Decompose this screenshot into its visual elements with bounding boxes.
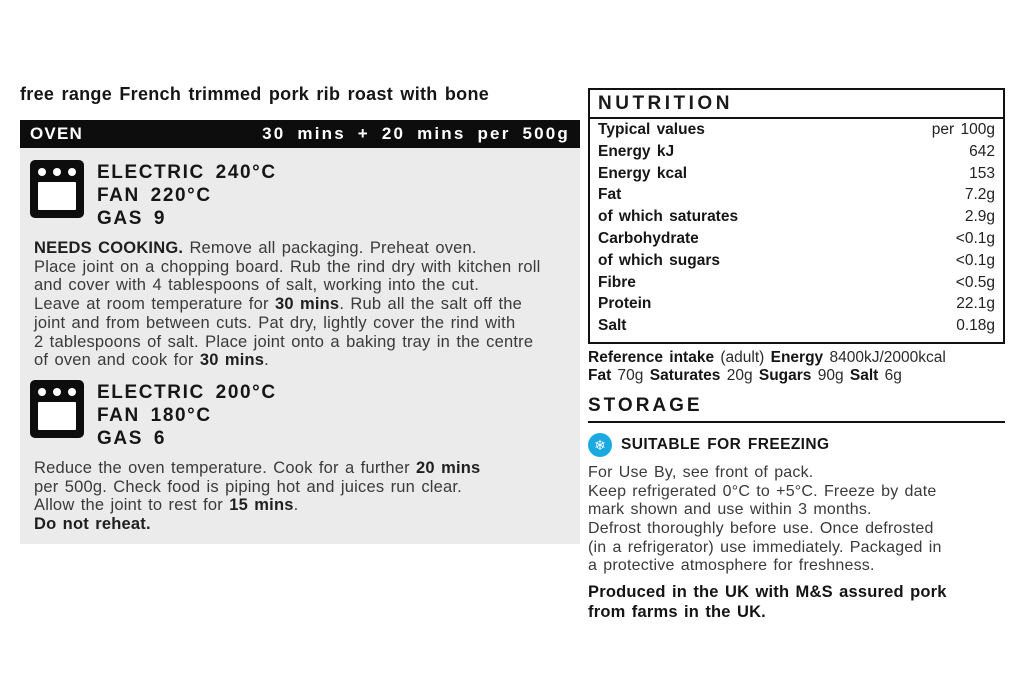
nutrition-title: NUTRITION bbox=[590, 90, 1003, 119]
nutrition-row-label: Typical values bbox=[598, 121, 705, 138]
stage1-settings bbox=[97, 160, 277, 230]
oven-icon bbox=[30, 160, 84, 218]
stage1-gas-setting: GAS 9 bbox=[97, 208, 167, 229]
oven-header-bar bbox=[20, 120, 580, 148]
cooking-instructions-panel bbox=[20, 148, 580, 544]
nutrition-row-label: Salt bbox=[598, 317, 627, 335]
snowflake-icon: ❄ bbox=[588, 433, 612, 457]
stage1-instructions: NEEDS COOKING. Remove all packaging. Preheat oven. Place joint on a chopping board. Rub the rind dry with kitchen roll and cover with 4 tablespoons of salt, working into the cut. Leave at room temperature for 30 mins. Rub all the salt off the joint and from between cuts. Pat dry, lightly cover the rind with 2 tablespoons of salt. Place joint onto a baking tray in the centre of oven and cook for 30 mins. bbox=[34, 239, 541, 370]
nutrition-row bbox=[590, 121, 1003, 143]
nutrition-row-label: Protein bbox=[598, 295, 652, 313]
nutrition-row bbox=[590, 165, 1003, 187]
nutrition-row-value: <0.5g bbox=[955, 273, 995, 291]
storage-text: For Use By, see front of pack. Keep refrigerated 0°C to +5°C. Freeze by date mark shown and use within 3 months. Defrost thoroughly before use. Once defrosted (in a refrigerator) use immediately. Packaged in a protective atmosphere for freshness. bbox=[588, 463, 942, 575]
oven-icon bbox=[30, 380, 84, 438]
nutrition-row-value: 7.2g bbox=[964, 186, 995, 204]
stage2-instructions: Reduce the oven temperature. Cook for a further 20 mins per 500g. Check food is piping hot and juices run clear. Allow the joint to rest for 15 mins. Do not reheat. bbox=[34, 458, 481, 534]
nutrition-row-label: of which sugars bbox=[598, 251, 720, 269]
stage1-electric-setting: ELECTRIC 240°C bbox=[97, 162, 277, 183]
nutrition-row-value: 22.1g bbox=[956, 295, 995, 313]
nutrition-storage-panel bbox=[588, 88, 1005, 622]
nutrition-row-value: <0.1g bbox=[955, 251, 995, 269]
nutrition-row-label: of which saturates bbox=[598, 208, 739, 226]
nutrition-row-label: Fat bbox=[598, 186, 622, 204]
nutrition-row-label: Energy kJ bbox=[598, 142, 675, 160]
produced-note: Produced in the UK with M&S assured pork from farms in the UK. bbox=[588, 583, 947, 621]
nutrition-row-value: 642 bbox=[969, 142, 995, 160]
nutrition-row bbox=[590, 317, 1003, 339]
stage2-gas-setting: GAS 6 bbox=[97, 427, 167, 449]
nutrition-row bbox=[590, 143, 1003, 165]
nutrition-row bbox=[590, 186, 1003, 208]
stage2-fan-setting: FAN 180°C bbox=[97, 404, 212, 426]
oven-bar-time: 30 mins + 20 mins per 500g bbox=[262, 124, 570, 143]
cook-stage-1 bbox=[28, 160, 572, 230]
nutrition-row bbox=[590, 274, 1003, 296]
nutrition-row bbox=[590, 252, 1003, 274]
freezing-row bbox=[588, 433, 1005, 457]
nutrition-row bbox=[590, 208, 1003, 230]
cook-stage-2 bbox=[28, 380, 572, 450]
nutrition-row-value: 2.9g bbox=[964, 208, 995, 226]
nutrition-row-value: per 100g bbox=[931, 121, 995, 138]
stage2-electric-setting: ELECTRIC 200°C bbox=[97, 381, 277, 403]
stage2-settings bbox=[97, 380, 277, 450]
oven-bar-label: OVEN bbox=[30, 124, 83, 143]
nutrition-row-value: 153 bbox=[969, 164, 995, 182]
nutrition-row-value: <0.1g bbox=[955, 229, 995, 247]
nutrition-row-label: Fibre bbox=[598, 273, 636, 291]
nutrition-row bbox=[590, 230, 1003, 252]
nutrition-row bbox=[590, 295, 1003, 317]
reference-intake: Reference intake (adult) Energy 8400kJ/2000kcal Fat 70g Saturates 20g Sugars 90g Salt 6g bbox=[588, 348, 946, 385]
stage1-fan-setting: FAN 220°C bbox=[97, 185, 212, 206]
nutrition-table bbox=[588, 88, 1005, 344]
storage-title: STORAGE bbox=[588, 395, 1005, 423]
freezing-label: SUITABLE FOR FREEZING bbox=[621, 435, 830, 453]
nutrition-row-label: Energy kcal bbox=[598, 164, 688, 182]
nutrition-row-value: 0.18g bbox=[956, 317, 995, 335]
product-title: free range French trimmed pork rib roast with bone bbox=[20, 84, 490, 104]
nutrition-row-label: Carbohydrate bbox=[598, 229, 699, 247]
nutrition-rows bbox=[590, 119, 1003, 342]
cooking-panel bbox=[20, 84, 580, 544]
